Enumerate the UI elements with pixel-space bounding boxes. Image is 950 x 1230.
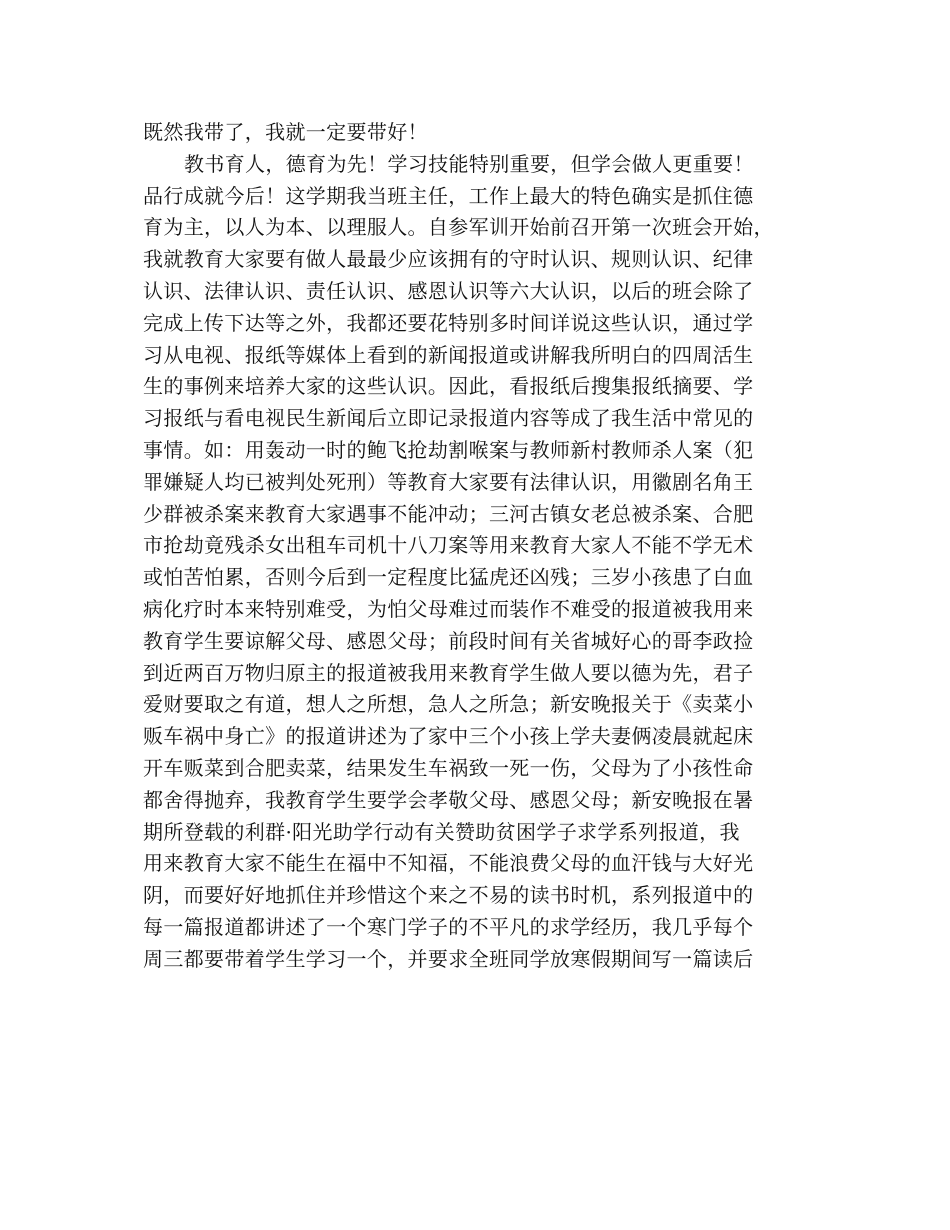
text-line: 既然我带了，我就一定要带好！ [143, 120, 428, 144]
text-line: 期所登载的利群·阳光助学行动有关赞助贫困学子求学系列报道，我 [143, 819, 740, 844]
text-line: 每一篇报道都讲述了一个寒门学子的不平凡的求学经历，我几乎每个 [143, 914, 754, 939]
text-line: 爱财要取之有道，想人之所想，急人之所急；新安晚报关于《卖菜小 [143, 692, 754, 717]
body-text [143, 117, 823, 976]
paragraph-first-line: 教书育人，德育为先！学习技能特别重要，但学会做人更重要！ [184, 151, 754, 176]
text-line: 习从电视、报纸等媒体上看到的新闻报道或讲解我所明白的四周活生 [143, 342, 754, 367]
text-line: 习报纸与看电视民生新闻后立即记录报道内容等成了我生活中常见的 [143, 406, 754, 431]
text-line: 阴，而要好好地抓住并珍惜这个来之不易的读书时机，系列报道中的 [143, 883, 754, 908]
text-line: 都舍得抛弃，我教育学生要学会孝敬父母、感恩父母；新安晚报在暑 [143, 787, 754, 812]
text-line: 市抢劫竟残杀女出租车司机十八刀案等用来教育大家人不能不学无术 [143, 533, 754, 558]
text-line: 贩车祸中身亡》的报道讲述为了家中三个小孩上学夫妻俩凌晨就起床 [143, 724, 754, 749]
text-line: 到近两百万物归原主的报道被我用来教育学生做人要以德为先，君子 [143, 660, 754, 685]
text-line: 品行成就今后！这学期我当班主任，工作上最大的特色确实是抓住德 [143, 183, 754, 208]
text-line: 生的事例来培养大家的这些认识。因此，看报纸后搜集报纸摘要、学 [143, 374, 754, 399]
text-line: 我就教育大家要有做人最最少应该拥有的守时认识、规则认识、纪律 [143, 247, 754, 272]
text-line: 育为主，以人为本、以理服人。自参军训开始前召开第一次班会开始， [143, 215, 774, 240]
text-line: 用来教育大家不能生在福中不知福，不能浪费父母的血汗钱与大好光 [143, 851, 754, 876]
text-line: 教育学生要谅解父母、感恩父母；前段时间有关省城好心的哥李政捡 [143, 628, 754, 653]
text-line: 周三都要带着学生学习一个，并要求全班同学放寒假期间写一篇读后 [143, 946, 754, 971]
text-line: 罪嫌疑人均已被判处死刑）等教育大家要有法律认识，用徽剧名角王 [143, 469, 754, 494]
text-line: 病化疗时本来特别难受，为怕父母难过而装作不难受的报道被我用来 [143, 596, 754, 621]
text-line: 开车贩菜到合肥卖菜，结果发生车祸致一死一伤，父母为了小孩性命 [143, 755, 754, 780]
text-line: 或怕苦怕累，否则今后到一定程度比猛虎还凶残；三岁小孩患了白血 [143, 565, 754, 590]
text-line: 完成上传下达等之外，我都还要花特别多时间详说这些认识，通过学 [143, 310, 754, 335]
text-line: 少群被杀案来教育大家遇事不能冲动；三河古镇女老总被杀案、合肥 [143, 501, 754, 526]
text-line: 事情。如：用轰动一时的鲍飞抢劫割喉案与教师新村教师杀人案（犯 [143, 437, 754, 462]
text-line: 认识、法律认识、责任认识、感恩认识等六大认识，以后的班会除了 [143, 278, 754, 303]
